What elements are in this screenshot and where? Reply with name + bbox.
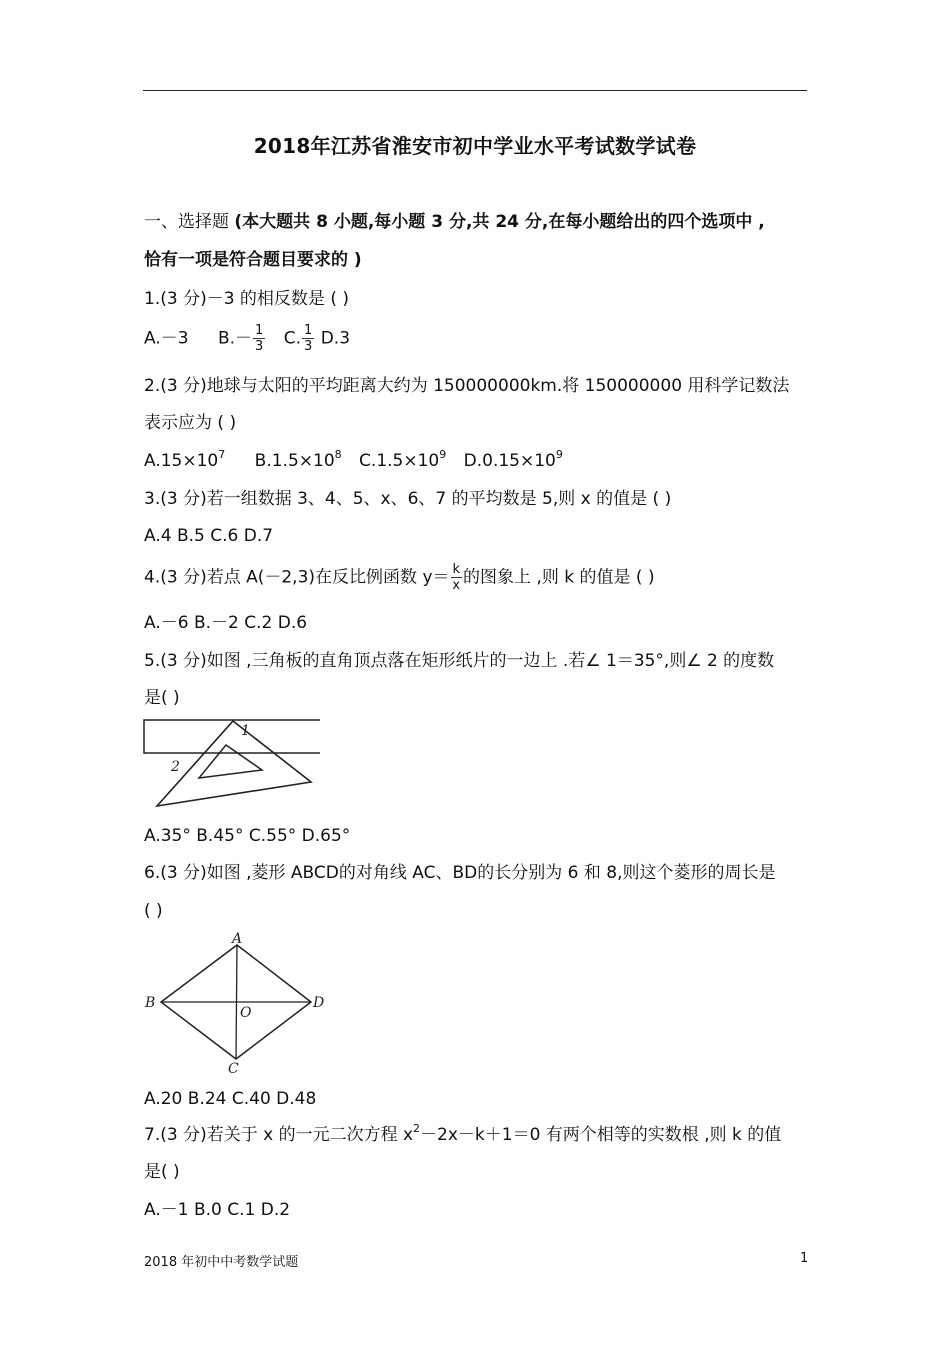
page-number: 1 bbox=[800, 1251, 809, 1266]
q2-option-b: B.1.5×10 bbox=[254, 451, 335, 471]
q2-option-d-exponent: 9 bbox=[555, 448, 563, 461]
triangle-inner bbox=[199, 745, 262, 778]
center-label-o: O bbox=[240, 1005, 252, 1021]
q1-option-d: D.3 bbox=[320, 328, 351, 349]
question-6-stem-line2: ( ) bbox=[144, 901, 163, 921]
angle-label-2: 2 bbox=[171, 759, 180, 775]
q7-stem-part2: －2x－k＋1＝0 有两个相等的实数根 ,则 k 的值 bbox=[420, 1125, 782, 1145]
question-5-stem-line1: 5.(3 分)如图 ,三角板的直角顶点落在矩形纸片的一边上 .若∠ 1＝35°,则∠ 2 的度数 bbox=[144, 651, 775, 671]
question-2-options bbox=[144, 450, 563, 472]
q4-stem-part1: 4.(3 分)若点 A(－2,3)在反比例函数 y＝ bbox=[144, 567, 450, 588]
rectangle-paper bbox=[144, 720, 320, 753]
q2-option-d: D.0.15×10 bbox=[463, 451, 556, 471]
question-7-options: A.－1 B.0 C.1 D.2 bbox=[144, 1200, 291, 1220]
q1-option-a: A.－3 bbox=[144, 328, 189, 349]
q4-fraction-k-over-x: $\frac{k}{x}$ bbox=[452, 562, 461, 593]
rhombus-figure bbox=[140, 928, 330, 1076]
vertex-label-b: B bbox=[145, 995, 156, 1011]
header-rule bbox=[143, 90, 807, 91]
vertex-label-c: C bbox=[228, 1061, 239, 1076]
triangle-outer bbox=[157, 721, 311, 806]
q1-option-b-fraction: $\frac{1}{3}$ bbox=[255, 323, 264, 354]
question-1-stem: 1.(3 分)－3 的相反数是 ( ) bbox=[144, 289, 349, 309]
vertex-label-a: A bbox=[232, 931, 243, 947]
q1-option-b-prefix: B.－ bbox=[217, 328, 253, 349]
section-header-line2: 恰有一项是符合题目要求的 ) bbox=[144, 250, 362, 270]
q7-exponent: 2 bbox=[413, 1122, 421, 1135]
q4-stem-part2: 的图象上 ,则 k 的值是 ( ) bbox=[463, 567, 655, 588]
q1-option-c-fraction: $\frac{1}{3}$ bbox=[304, 323, 313, 354]
section-header-line1 bbox=[144, 211, 765, 233]
section-instructions: (本大题共 8 小题,每小题 3 分,共 24 分,在每小题给出的四个选项中 , bbox=[234, 212, 765, 232]
question-7-stem-line1 bbox=[144, 1124, 781, 1146]
q2-option-c: C.1.5×10 bbox=[359, 451, 440, 471]
section-label: 一、选择题 bbox=[144, 212, 229, 232]
page-title: 2018年江苏省淮安市初中学业水平考试数学试卷 bbox=[253, 134, 697, 158]
question-4-stem bbox=[144, 563, 655, 592]
question-6-stem-line1: 6.(3 分)如图 ,菱形 ABCD的对角线 AC、BD的长分别为 6 和 8,则这个菱形的周长是 bbox=[144, 863, 776, 883]
question-6-options: A.20 B.24 C.40 D.48 bbox=[144, 1089, 317, 1109]
question-2-stem-line2: 表示应为 ( ) bbox=[144, 413, 237, 433]
question-3-stem: 3.(3 分)若一组数据 3、4、5、x、6、7 的平均数是 5,则 x 的值是 ( ) bbox=[144, 489, 672, 509]
q2-option-a-exponent: 7 bbox=[218, 448, 226, 461]
question-3-options: A.4 B.5 C.6 D.7 bbox=[144, 526, 274, 546]
question-5-stem-line2: 是( ) bbox=[144, 688, 180, 708]
question-2-stem-line1: 2.(3 分)地球与太阳的平均距离大约为 150000000km.将 150000000 用科学记数法 bbox=[144, 376, 790, 396]
q2-option-c-exponent: 9 bbox=[439, 448, 447, 461]
question-4-options: A.－6 B.－2 C.2 D.6 bbox=[144, 613, 308, 633]
q2-option-a: A.15×10 bbox=[144, 451, 219, 471]
question-1-options bbox=[144, 324, 350, 353]
vertex-label-d: D bbox=[313, 995, 325, 1011]
q2-option-b-exponent: 8 bbox=[334, 448, 342, 461]
question-5-options: A.35° B.45° C.55° D.65° bbox=[144, 826, 351, 846]
angle-label-1: 1 bbox=[241, 723, 250, 739]
q7-stem-part1: 7.(3 分)若关于 x 的一元二次方程 x bbox=[144, 1125, 414, 1145]
triangle-rectangle-figure bbox=[140, 712, 320, 812]
q1-option-c-prefix: C. bbox=[283, 328, 302, 349]
footer-text: 2018 年初中中考数学试题 bbox=[144, 1255, 299, 1270]
question-7-stem-line2: 是( ) bbox=[144, 1162, 180, 1182]
